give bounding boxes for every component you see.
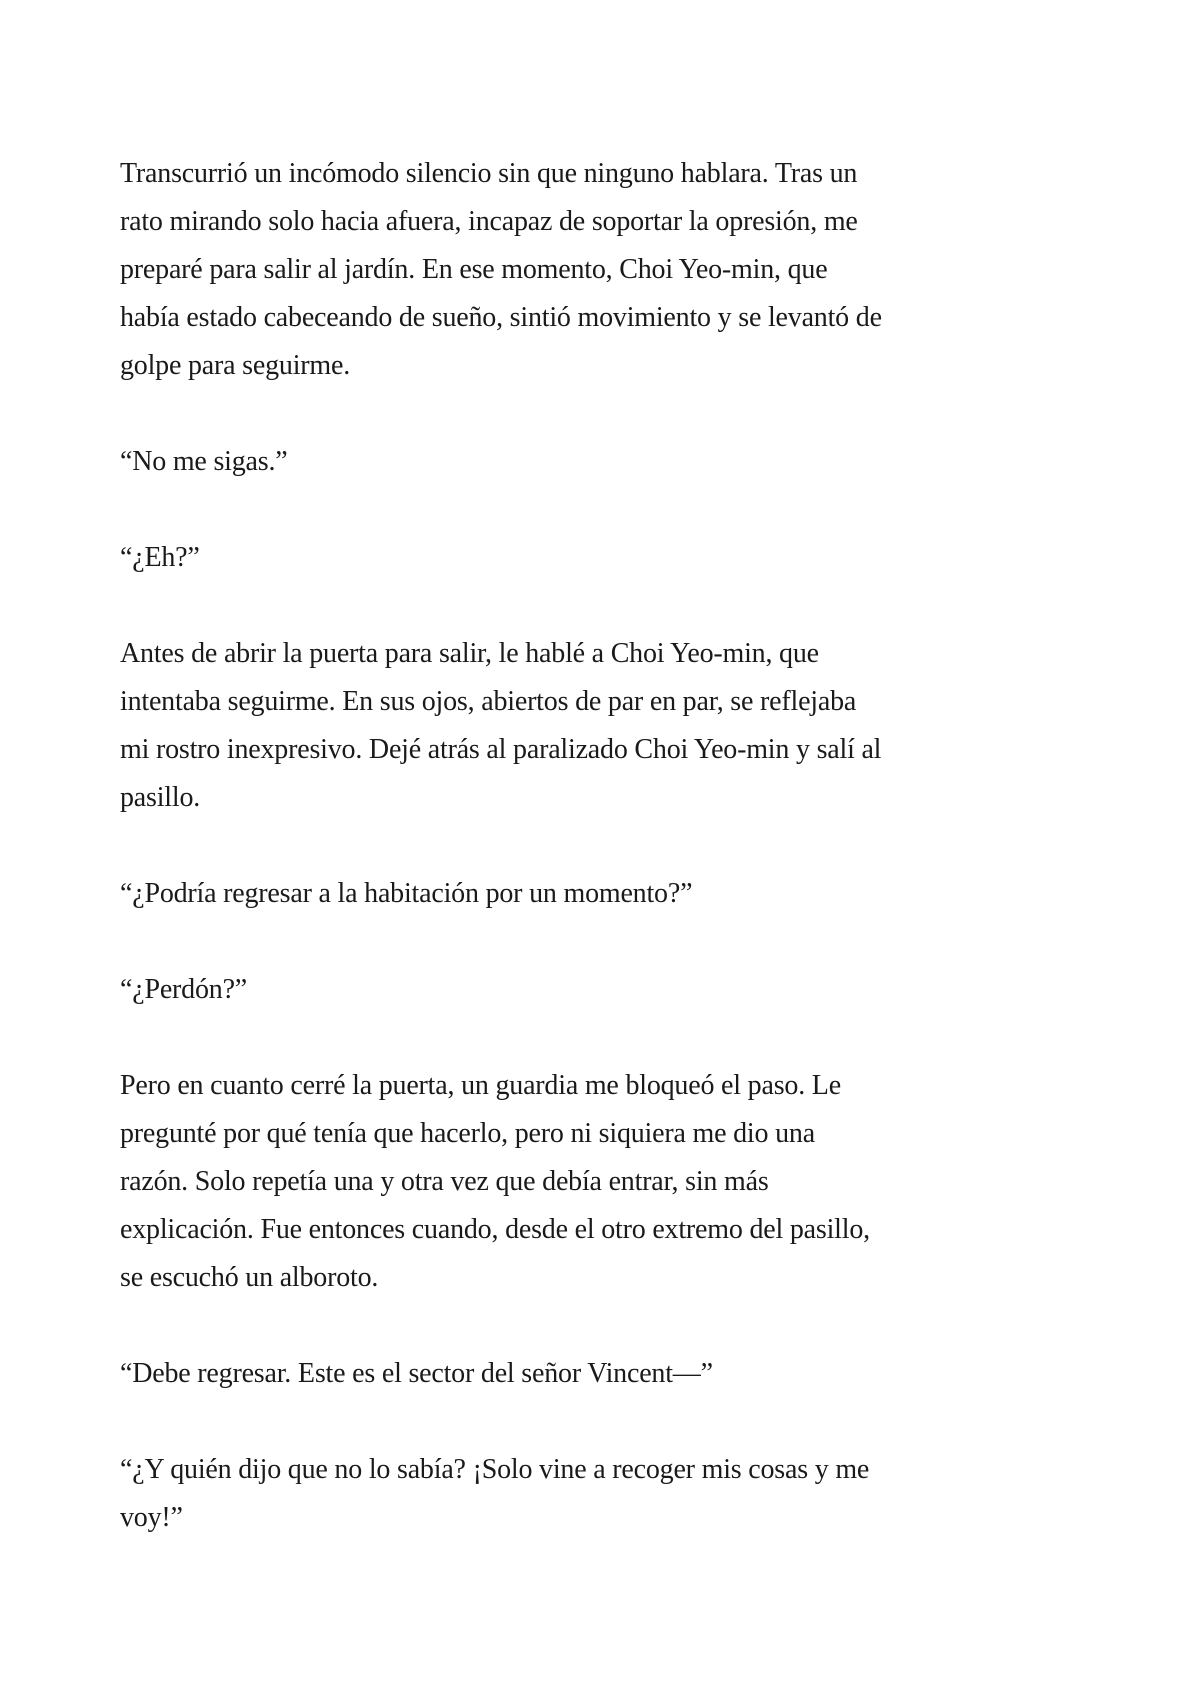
paragraph: [120, 1062, 1100, 1302]
text-line: pregunté por qué tenía que hacerlo, pero ni siquiera me dio una: [120, 1118, 815, 1149]
paragraph: [120, 966, 1100, 1014]
paragraph: [120, 534, 1100, 582]
text-line: Antes de abrir la puerta para salir, le hablé a Choi Yeo-min, que: [120, 638, 819, 669]
text-line: Pero en cuanto cerré la puerta, un guardia me bloqueó el paso. Le: [120, 1070, 841, 1101]
text-line: Transcurrió un incómodo silencio sin que ninguno hablara. Tras un: [120, 158, 858, 189]
text-line: pasillo.: [120, 782, 201, 813]
text-line: “¿Podría regresar a la habitación por un momento?”: [120, 878, 693, 909]
text-line: había estado cabeceando de sueño, sintió movimiento y se levantó de: [120, 302, 882, 333]
paragraph: [120, 630, 1100, 822]
text-line: golpe para seguirme.: [120, 350, 351, 381]
paragraph: [120, 870, 1100, 918]
text-line: “¿Eh?”: [120, 542, 200, 573]
paragraph: [120, 1350, 1100, 1398]
paragraph: [120, 438, 1100, 486]
text-line: “¿Perdón?”: [120, 974, 248, 1005]
text-line: “¿Y quién dijo que no lo sabía? ¡Solo vine a recoger mis cosas y me: [120, 1454, 870, 1485]
text-line: voy!”: [120, 1502, 183, 1533]
text-line: intentaba seguirme. En sus ojos, abiertos de par en par, se reflejaba: [120, 686, 857, 717]
text-line: “Debe regresar. Este es el sector del señor Vincent—”: [120, 1358, 713, 1389]
text-line: preparé para salir al jardín. En ese momento, Choi Yeo-min, que: [120, 254, 828, 285]
text-line: mi rostro inexpresivo. Dejé atrás al paralizado Choi Yeo-min y salí al: [120, 734, 882, 765]
text-line: explicación. Fue entonces cuando, desde el otro extremo del pasillo,: [120, 1214, 870, 1245]
text-line: rato mirando solo hacia afuera, incapaz de soportar la opresión, me: [120, 206, 858, 237]
document-page: [120, 150, 1100, 1590]
paragraph: [120, 150, 1100, 390]
text-line: razón. Solo repetía una y otra vez que debía entrar, sin más: [120, 1166, 769, 1197]
text-line: se escuchó un alboroto.: [120, 1262, 379, 1293]
paragraph: [120, 1446, 1100, 1542]
text-line: “No me sigas.”: [120, 446, 288, 477]
